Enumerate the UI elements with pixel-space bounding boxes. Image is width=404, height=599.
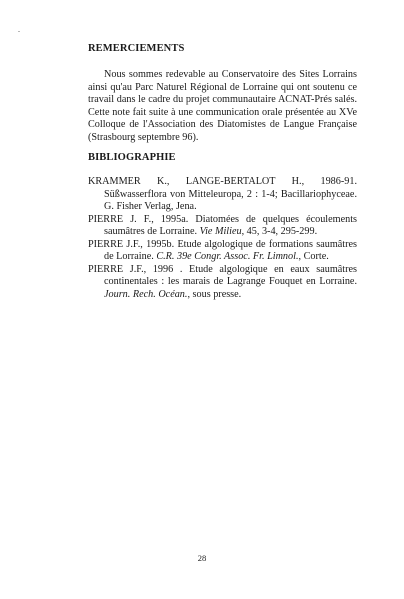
reference-list [88, 176, 357, 301]
acknowledgements-heading: REMERCIEMENTS [88, 43, 185, 54]
reference-text: PIERRE J.F., 1996 . Etude algologique en eaux saumâtres continentales : les marais de Lagrange Fouquet en Lorraine. [88, 263, 357, 287]
scan-mark [18, 31, 20, 32]
reference-item [88, 214, 357, 239]
reference-details: , 45, 3-4, 295-299. [241, 226, 318, 237]
page-number: 28 [197, 553, 207, 563]
reference-item [88, 239, 357, 264]
reference-details: , Corte. [298, 251, 329, 262]
reference-journal: C.R. 39e Congr. Assoc. Fr. Limnol. [156, 251, 299, 262]
reference-journal: Vie Milieu [199, 226, 242, 237]
reference-text: PIERRE J.F., 1995b. Etude algologique de formations saumâtres de Lorraine. [88, 238, 357, 262]
acknowledgements-paragraph: Nous sommes redevable au Conservatoire des Sites Lorrains ainsi qu'au Parc Naturel Régional de Lorraine qui ont soutenu ce travail dans le cadre du projet communautaire ACNAT-Prés salés. Cette note fait suite à une communication orale présentée au XVe Colloque de l'Association des Diatomistes de Langue Française (Strasbourg septembre 96). [88, 69, 357, 143]
reference-text: PIERRE J. F., 1995a. Diatomées de quelques écoulements saumâtres de Lorraine. [88, 213, 357, 237]
reference-item [88, 176, 357, 214]
reference-details: , sous presse. [187, 288, 242, 300]
bibliography-heading: BIBLIOGRAPHIE [88, 152, 176, 163]
reference-journal: Journ. Rech. Océan. [104, 288, 188, 300]
reference-text: KRAMMER K., LANGE-BERTALOT H., 1986-91. Süßwasserflora von Mitteleuropa, 2 : 1-4; Bacillariophyceae. G. Fisher Verlag, Jena. [88, 176, 357, 212]
reference-item [88, 264, 357, 302]
